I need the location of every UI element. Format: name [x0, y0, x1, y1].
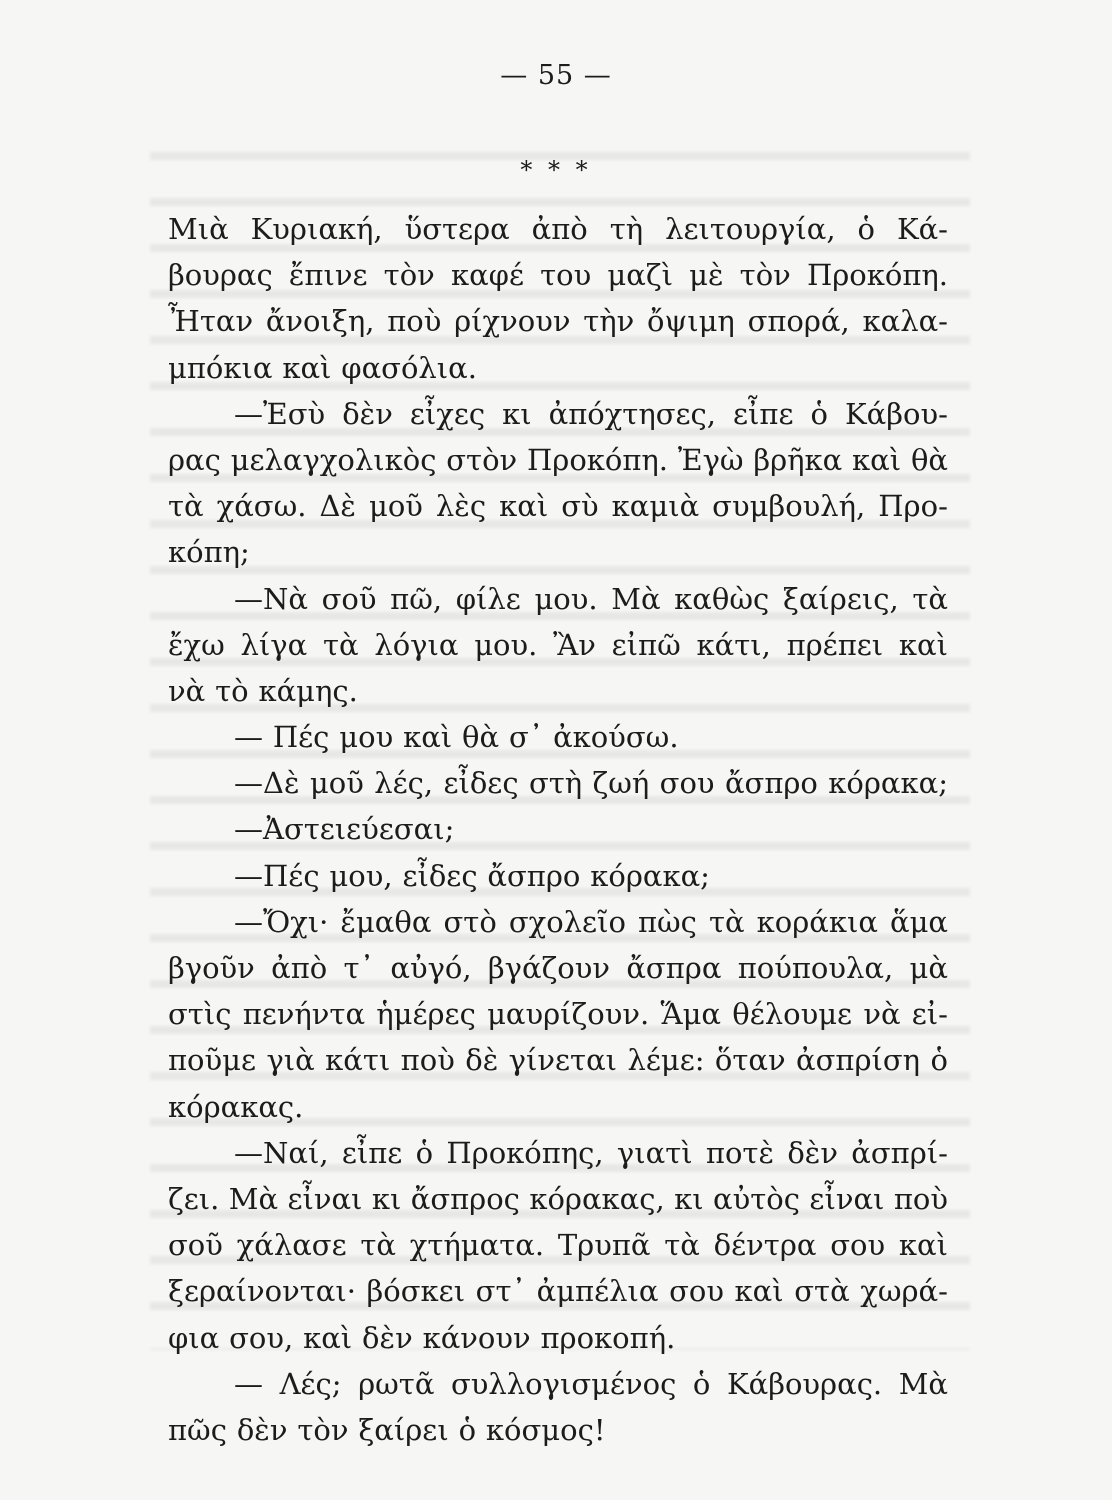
word: ἀκούσω.: [553, 720, 679, 755]
word: Πές: [272, 720, 330, 755]
word: μαυρίζουν.: [487, 997, 650, 1032]
word: καὶ: [303, 1320, 353, 1355]
word: κόπη;: [168, 535, 250, 570]
word: βουρας: [168, 258, 273, 293]
word: ἀσπρί-: [851, 1135, 948, 1170]
word: κόρακας,: [529, 1181, 665, 1216]
word: στὴ: [528, 766, 583, 801]
word: Τρυπᾶ: [557, 1228, 651, 1263]
word: κάτι,: [696, 627, 771, 662]
word: κι: [371, 1181, 402, 1216]
word: νὰ: [863, 997, 901, 1032]
word: ἀπόχτησες,: [548, 396, 716, 431]
word: τὸν: [297, 1412, 349, 1447]
word: σοῦ: [168, 1228, 223, 1263]
text-line: [168, 991, 948, 1037]
word: γιὰ: [266, 1043, 315, 1078]
word: λειτουργία,: [665, 212, 836, 246]
text-line: [168, 437, 948, 483]
word: τὰ: [664, 1228, 700, 1263]
word: κόρακας.: [168, 1089, 304, 1124]
section-asterisks: * * *: [520, 156, 592, 184]
word: —: [234, 1366, 263, 1401]
word: συμβουλή,: [712, 489, 866, 524]
word: ὄψιμη: [647, 304, 735, 339]
word: τὸ: [215, 673, 249, 708]
word: ζωή: [592, 766, 650, 801]
word: Μὰ: [228, 1181, 279, 1216]
word: κοράκια: [756, 904, 878, 939]
text-line: [168, 529, 948, 575]
word: τὰ: [360, 1228, 397, 1263]
word: ὁ: [458, 1412, 477, 1447]
word: ποτὲ: [705, 1135, 775, 1170]
word: στὶς: [168, 997, 232, 1032]
word: μου: [339, 720, 394, 755]
word: εἶχες: [409, 396, 486, 431]
word: θέλουμε: [732, 997, 853, 1032]
word: στ᾿: [475, 1274, 527, 1309]
text-line: [168, 1130, 948, 1176]
word: σχολεῖο: [508, 904, 626, 939]
word: καθὼς: [674, 581, 770, 616]
word: δὲν: [787, 1135, 838, 1170]
word: τὸν: [739, 258, 791, 293]
text-line: [168, 1407, 948, 1453]
word: σὺ: [561, 489, 599, 524]
word: χάσω.: [216, 489, 307, 524]
text-line: [168, 1037, 948, 1083]
text-line: [168, 1361, 948, 1407]
word: —Δὲ: [234, 766, 300, 801]
word: Ἐγὼ: [677, 442, 744, 477]
word: χάλασε: [236, 1228, 347, 1263]
word: —: [234, 720, 263, 755]
word: πενήντα: [242, 997, 366, 1032]
word: εἰ-: [911, 997, 948, 1032]
text-line: [168, 206, 948, 252]
word: γιατὶ: [616, 1135, 693, 1170]
word: μαζὶ: [607, 258, 673, 293]
word: μου.: [474, 627, 538, 662]
text-line: [168, 1176, 948, 1222]
word: —Ἐσὺ: [234, 396, 326, 431]
word: ἄσπρο: [487, 858, 581, 893]
word: τὰ: [168, 489, 204, 524]
word: μοῦ: [368, 489, 423, 524]
text-line: [168, 391, 948, 437]
word: τὰ: [322, 627, 359, 662]
body-text: [168, 206, 948, 1453]
word: στὸν: [446, 442, 518, 477]
word: ἀμπέλια: [536, 1274, 659, 1309]
word: ποὺ: [400, 1043, 455, 1078]
word: πρέπει: [786, 627, 884, 662]
text-line: [168, 1315, 948, 1361]
word: ἔπινε: [288, 258, 368, 293]
word: εἶδες: [443, 766, 519, 801]
word: τὰ: [708, 904, 745, 939]
text-line: [168, 806, 948, 852]
word: Δὲ: [319, 489, 356, 524]
word: μελαγχολικὸς: [230, 442, 437, 477]
word: μου,: [329, 858, 393, 893]
word: ξεραίνονται·: [168, 1274, 356, 1309]
word: εἶναι: [287, 1181, 363, 1216]
word: Μιὰ: [168, 212, 229, 246]
word: κι: [674, 1181, 704, 1216]
word: σου: [659, 766, 715, 801]
text-line: [168, 1222, 948, 1268]
word: εἶπε: [341, 1135, 403, 1170]
word: ρωτᾶ: [358, 1366, 435, 1401]
word: ἅμα: [889, 904, 948, 939]
word: σοῦ: [321, 581, 377, 616]
word: ξαίρεις,: [782, 581, 899, 616]
page-number: — 55 —: [500, 60, 612, 91]
word: —Πές: [234, 858, 320, 893]
word: τὸν: [383, 258, 435, 293]
word: ἀσπρίση: [796, 1043, 921, 1078]
word: εἰπῶ: [611, 627, 681, 662]
word: βόσκει: [366, 1274, 466, 1309]
word: πῶς: [168, 1412, 227, 1447]
word: θὰ: [910, 442, 948, 477]
word: καὶ: [898, 1228, 948, 1263]
word: εἶναι: [809, 1181, 885, 1216]
word: Μὰ: [898, 1366, 948, 1401]
word: θὰ: [462, 720, 500, 755]
word: ἄσπρο: [724, 766, 818, 801]
word: καὶ: [282, 350, 332, 385]
word: βγάζουν: [487, 951, 611, 985]
text-line: [168, 760, 948, 806]
word: κόσμος!: [485, 1412, 606, 1447]
word: Ἂν: [553, 627, 596, 662]
word: σπορά,: [747, 304, 850, 339]
word: Λές;: [279, 1366, 342, 1401]
word: γίνεται: [508, 1043, 618, 1078]
word: ἄσπρος: [410, 1181, 520, 1216]
text-line: [168, 298, 948, 344]
word: λές,: [374, 766, 434, 801]
word: καὶ: [734, 1274, 784, 1309]
word: κι: [502, 396, 532, 431]
word: ὁ: [810, 396, 828, 431]
word: Κάβουρας.: [726, 1366, 883, 1401]
word: σου,: [229, 1320, 294, 1355]
word: καὶ: [898, 627, 948, 662]
word: ζει.: [168, 1181, 220, 1216]
word: μοῦ: [309, 766, 364, 801]
word: καὶ: [852, 442, 902, 477]
word: αὐτὸς: [713, 1181, 801, 1216]
text-line: [168, 1084, 948, 1130]
word: νὰ: [168, 673, 206, 708]
word: ὁ: [692, 1366, 711, 1401]
word: προκοπή.: [540, 1320, 676, 1355]
word: Μὰ: [611, 581, 661, 616]
word: καλα-: [862, 304, 948, 339]
word: ἡμέρες: [376, 997, 476, 1032]
word: ὁ: [857, 212, 875, 246]
word: ποὺ: [893, 1181, 948, 1216]
text-line: [168, 345, 948, 391]
word: —Νὰ: [234, 581, 308, 616]
word: βγοῦν: [168, 951, 255, 985]
word: δὲν: [362, 1320, 413, 1355]
word: ξαίρει: [358, 1412, 449, 1447]
word: πῶ,: [390, 581, 443, 616]
word: λίγα: [240, 627, 308, 662]
word: βρῆκα: [753, 442, 843, 477]
word: Προκόπης,: [446, 1135, 604, 1170]
word: ἄνοιξη,: [265, 304, 375, 339]
word: σου: [669, 1274, 724, 1309]
word: Προκόπη.: [526, 442, 669, 477]
word: κόρακα;: [828, 766, 948, 801]
text-line: [168, 1268, 948, 1314]
word: πούπουλα,: [737, 951, 894, 985]
word: στὸ: [443, 904, 497, 939]
word: ἀπὸ: [531, 212, 588, 246]
text-line: [168, 714, 948, 760]
word: εἶπε: [733, 396, 794, 431]
word: ὁ: [930, 1043, 948, 1078]
word: Ἅμα: [660, 997, 722, 1032]
word: Κά-: [896, 212, 948, 246]
word: δὲν: [342, 396, 393, 431]
word: πὼς: [637, 904, 697, 939]
word: λὲς: [435, 489, 487, 524]
text-line: [168, 622, 948, 668]
word: φίλε: [455, 581, 521, 616]
word: καμιὰ: [611, 489, 700, 524]
word: ποῦμε: [168, 1043, 257, 1078]
word: κόρακα;: [590, 858, 710, 893]
word: σου: [830, 1228, 886, 1263]
text-line: [168, 899, 948, 945]
word: Κυριακή,: [250, 212, 383, 246]
text-line: [168, 945, 948, 991]
text-line: [168, 483, 948, 529]
text-line: [168, 853, 948, 899]
word: μὲ: [689, 258, 724, 293]
word: φια: [168, 1320, 220, 1355]
word: ἄσπρα: [626, 951, 722, 985]
word: χωρά-: [860, 1274, 948, 1309]
word: ποὺ: [387, 304, 442, 339]
word: —Ναί,: [234, 1135, 329, 1170]
word: δὲν: [236, 1412, 288, 1447]
text-line: [168, 668, 948, 714]
word: Προ-: [878, 489, 948, 524]
word: μπόκια: [168, 350, 273, 385]
word: του: [540, 258, 592, 293]
word: κάνουν: [422, 1320, 531, 1355]
word: τὴν: [583, 304, 635, 339]
word: τ᾿: [343, 951, 375, 985]
word: χτήματα.: [409, 1228, 545, 1263]
word: Κάβου-: [845, 396, 948, 431]
word: Προκόπη.: [806, 258, 948, 293]
word: Ἦταν: [168, 304, 254, 339]
word: καὶ: [499, 489, 549, 524]
word: λόγια: [374, 627, 459, 662]
word: κάμης.: [258, 673, 358, 708]
word: ἀπὸ: [271, 951, 328, 985]
word: ἔχω: [168, 627, 225, 662]
word: δὲ: [465, 1043, 499, 1078]
word: ρας: [168, 442, 221, 477]
word: εἶδες: [402, 858, 478, 893]
word: φασόλια.: [341, 350, 477, 385]
word: τὴ: [609, 212, 644, 246]
word: —Ὄχι·: [234, 904, 329, 939]
word: —Ἀστειεύεσαι;: [234, 812, 455, 847]
word: τὰ: [912, 581, 948, 616]
word: ἔμαθα: [340, 904, 432, 939]
word: μὰ: [909, 951, 948, 985]
word: σ᾿: [508, 720, 544, 755]
word: συλλογισμένος: [451, 1366, 677, 1401]
word: καὶ: [403, 720, 453, 755]
text-line: [168, 252, 948, 298]
word: αὐγό,: [390, 951, 472, 985]
word: ὁ: [415, 1135, 434, 1170]
word: στὰ: [794, 1274, 850, 1309]
word: ὕστερα: [404, 212, 510, 246]
word: κάτι: [325, 1043, 391, 1078]
word: μου.: [534, 581, 598, 616]
word: δέντρα: [713, 1228, 817, 1263]
text-line: [168, 576, 948, 622]
word: ὅταν: [714, 1043, 786, 1078]
word: λέμε:: [627, 1043, 705, 1078]
word: καφέ: [450, 258, 524, 293]
word: ρίχνουν: [454, 304, 571, 339]
